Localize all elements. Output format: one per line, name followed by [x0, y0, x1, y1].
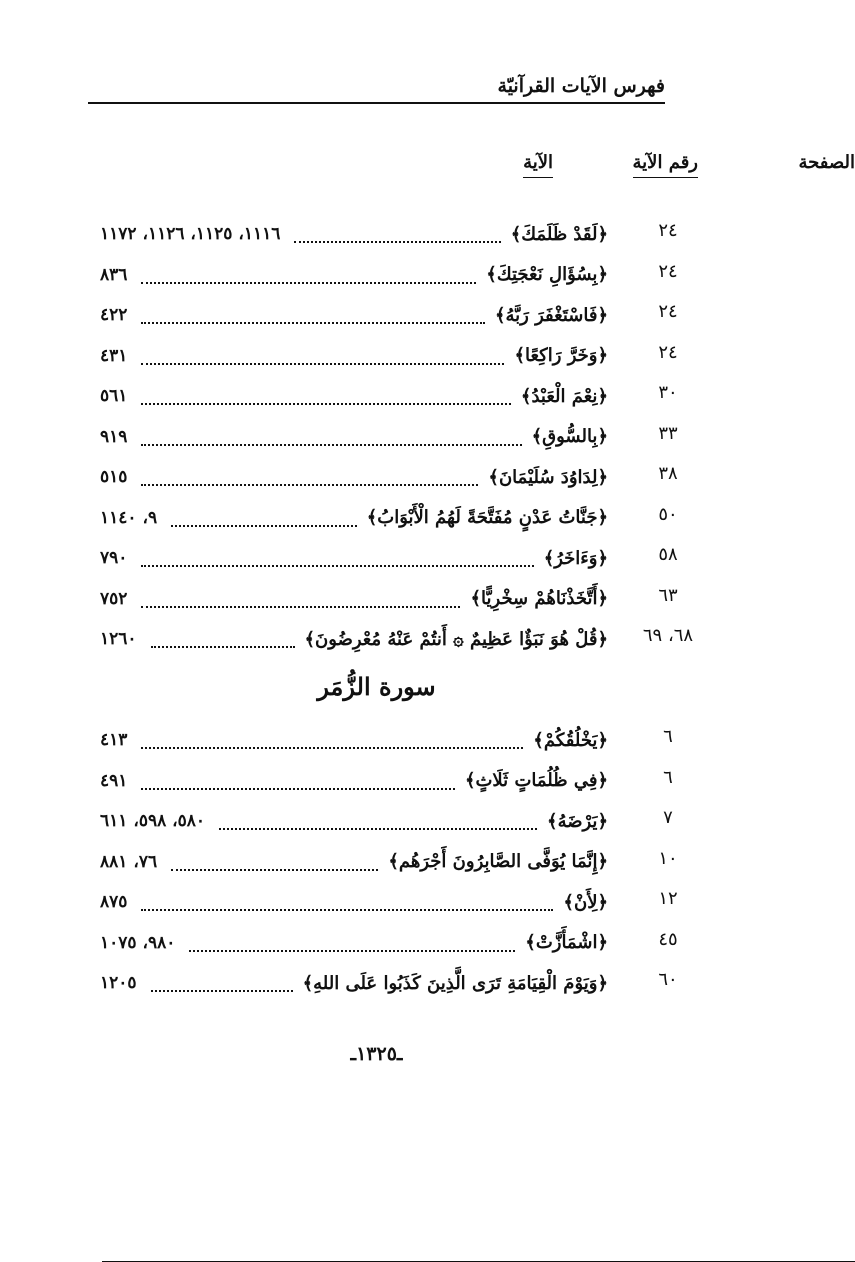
- entry-line: [100, 969, 608, 997]
- index-entry: [100, 214, 698, 255]
- column-header-ayah: الآية: [523, 152, 553, 178]
- running-head: فهرس الآيات القرآنيّة: [88, 72, 665, 104]
- page-references: ٤٣١: [100, 345, 128, 366]
- ayah-number: ٣٨: [658, 463, 678, 484]
- column-headers: [100, 152, 855, 186]
- ayah-text: ﴿جَنَّاتُ عَدْنٍ مُفَتَّحَةً لَهُمُ الْأَبْوَابُ﴾: [366, 507, 608, 528]
- entry-line: [100, 261, 608, 289]
- index-entry: [100, 963, 698, 1004]
- ayah-number: ٦: [663, 766, 673, 788]
- dot-leader: [219, 822, 537, 830]
- page-references: ٩، ١١٤٠: [100, 507, 158, 528]
- page-references: ٥٦١: [100, 386, 128, 406]
- page-references: ٥١٥: [100, 467, 128, 487]
- surah-title: سورة الزُّمَر: [317, 672, 436, 701]
- entry-line: [100, 463, 608, 491]
- dot-leader: [141, 478, 478, 486]
- entry-line: [100, 301, 608, 329]
- entry-line: [100, 423, 608, 451]
- entries-section-2: [100, 720, 698, 1004]
- page-references: ٨٧٥: [100, 892, 128, 912]
- ayah-text: ﴿لَقَدْ ظَلَمَكَ﴾: [510, 223, 608, 245]
- column-header-ayah-number: رقم الآية: [633, 152, 698, 178]
- dot-leader: [171, 519, 357, 527]
- page-references: ٧٥٢: [100, 588, 128, 609]
- ayah-text: ﴿إِنَّمَا يُوَفَّى الصَّابِرُونَ أَجْرَهُم﴾: [388, 851, 608, 872]
- dot-leader: [141, 903, 553, 911]
- dot-leader: [151, 984, 293, 992]
- dot-leader: [171, 863, 378, 871]
- entry-line: [100, 888, 608, 916]
- dot-leader: [141, 276, 476, 284]
- index-entry: [100, 336, 698, 377]
- entry-line: [100, 504, 608, 532]
- ayah-text: ﴿نِعْمَ الْعَبْدُ﴾: [520, 385, 608, 407]
- index-entry: [100, 801, 698, 842]
- page-references: ١١١٦، ١١٢٥، ١١٢٦، ١١٧٢: [100, 224, 281, 244]
- entry-line: [100, 807, 608, 835]
- ayah-number: ١٠: [658, 847, 678, 869]
- dot-leader: [141, 782, 455, 790]
- ayah-text: ﴿وَيَوْمَ الْقِيَامَةِ تَرَى الَّذِينَ كَذَبُوا عَلَى اللهِ﴾: [302, 972, 608, 994]
- dot-leader: [141, 397, 511, 405]
- ayah-text: ﴿بِالسُّوقِ﴾: [531, 426, 608, 447]
- entry-line: [100, 382, 608, 410]
- page-references: ١٢٦٠: [100, 629, 137, 649]
- index-entry: [100, 538, 698, 579]
- page-references: ١٢٠٥: [100, 973, 137, 993]
- dot-leader: [294, 235, 500, 243]
- ayah-number: ٦٠: [658, 969, 678, 990]
- dot-leader: [141, 600, 460, 608]
- index-entry: [100, 923, 698, 964]
- ayah-text: ﴿يَرْضَهُ﴾: [547, 810, 608, 832]
- ayah-text: ﴿فِي ظُلُمَاتٍ ثَلَاثٍ﴾: [464, 770, 608, 791]
- entry-line: [100, 848, 608, 876]
- entry-line: [100, 625, 608, 653]
- index-entry: [100, 619, 698, 660]
- ayah-number: ٦٣: [658, 584, 678, 606]
- ayah-number: ٣٠: [658, 382, 678, 403]
- ayah-text: ﴿وَءَاخَرُ﴾: [543, 547, 608, 569]
- entry-line: [100, 929, 608, 957]
- ayah-number: ١٢: [658, 888, 678, 909]
- ayah-text: ﴿بِسُؤَالِ نَعْجَتِكَ﴾: [486, 264, 608, 285]
- entry-line: [100, 726, 608, 754]
- page-references: ٧٩٠: [100, 548, 128, 568]
- ayah-text: ﴿وَخَرَّ رَاكِعًا﴾: [514, 345, 608, 366]
- index-entry: [100, 842, 698, 883]
- ayah-text: ﴿يَخْلُقُكُمْ﴾: [533, 729, 608, 751]
- entry-line: [100, 342, 608, 370]
- entry-line: [100, 220, 608, 248]
- dot-leader: [141, 559, 533, 567]
- entry-line: [100, 585, 608, 613]
- index-entry: [100, 376, 698, 417]
- entry-line: [100, 767, 608, 795]
- column-header-page: الصفحة: [102, 152, 855, 1262]
- ayah-number: ٣٣: [658, 422, 678, 444]
- dot-leader: [141, 316, 485, 324]
- ayah-number: ٢٤: [658, 301, 678, 322]
- page-references: ٤١٣: [100, 730, 128, 750]
- dot-leader: [141, 357, 504, 365]
- ayah-number: ٥٨: [658, 544, 678, 565]
- ayah-number: ٢٤: [658, 220, 678, 241]
- index-entry: [100, 761, 698, 802]
- dot-leader: [151, 640, 295, 648]
- ayah-text: ﴿اشْمَأَزَّتْ﴾: [525, 932, 608, 953]
- index-entry: [100, 720, 698, 761]
- index-entry: [100, 255, 698, 296]
- index-entry: [100, 295, 698, 336]
- page-references: ٩٨٠، ١٠٧٥: [100, 932, 176, 953]
- ayah-text: ﴿لِدَاوُدَ سُلَيْمَانَ﴾: [488, 466, 608, 488]
- dot-leader: [141, 438, 521, 446]
- dot-leader: [189, 944, 515, 952]
- page-references: ٧٦، ٨٨١: [100, 851, 158, 872]
- ayah-number: ٢٤: [658, 260, 678, 282]
- page-number: ـ١٣٢٥ـ: [350, 1043, 403, 1065]
- ayah-text: ﴿فَاسْتَغْفَرَ رَبَّهُ﴾: [494, 304, 608, 326]
- index-entry: [100, 579, 698, 620]
- index-entry: [100, 498, 698, 539]
- entries-section-1: [100, 214, 698, 660]
- ayah-number: ٦: [663, 726, 673, 747]
- ayah-text: ﴿قُلْ هُوَ نَبَؤٌا عَظِيمٌ ۞ أَنتُمْ عَنْهُ مُعْرِضُونَ﴾: [304, 628, 608, 650]
- index-entry: [100, 457, 698, 498]
- dot-leader: [141, 741, 523, 749]
- page-references: ٤٢٢: [100, 305, 128, 325]
- page-references: ٥٨٠، ٥٩٨، ٦١١: [100, 811, 206, 831]
- ayah-number: ٧: [663, 807, 673, 828]
- entry-line: [100, 544, 608, 572]
- ayah-text: ﴿أَتَّخَذْنَاهُمْ سِخْرِيًّا﴾: [470, 588, 608, 609]
- ayah-number: ٢٤: [658, 341, 678, 363]
- index-entry: [100, 417, 698, 458]
- ayah-number: ٥٠: [658, 503, 678, 525]
- page-references: ٩١٩: [100, 426, 128, 447]
- ayah-number: ٦٨، ٦٩: [642, 625, 694, 646]
- ayah-number: ٤٥: [658, 928, 678, 950]
- page-references: ٨٣٦: [100, 264, 128, 285]
- ayah-text: ﴿لِأَنْ﴾: [563, 891, 608, 913]
- page-references: ٤٩١: [100, 770, 128, 791]
- index-entry: [100, 882, 698, 923]
